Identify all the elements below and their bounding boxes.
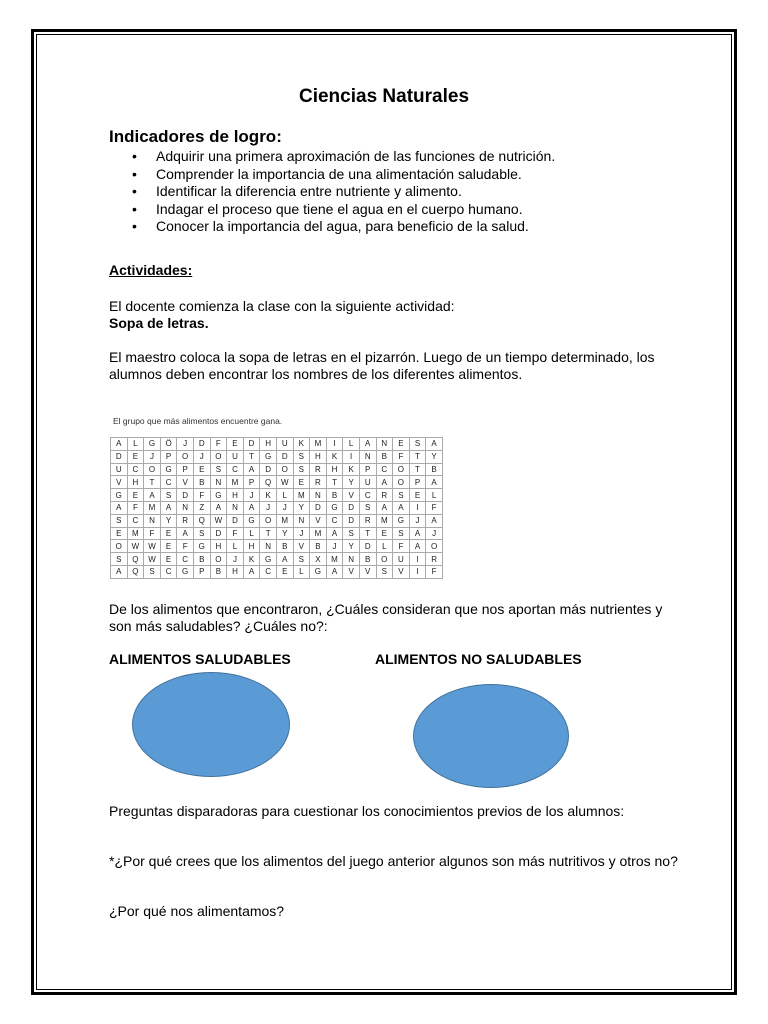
wordsearch-cell: A [426,438,443,451]
wordsearch-cell: H [326,463,343,476]
wordsearch-cell: R [310,463,327,476]
list-item: • Comprender la importancia de una alimentación saludable. [132,166,555,184]
wordsearch-cell: G [260,450,277,463]
wordsearch-cell: C [127,514,144,527]
wordsearch-cell: N [310,489,327,502]
wordsearch-cell: B [359,553,376,566]
wordsearch-cell: C [227,463,244,476]
wordsearch-row [111,540,443,553]
wordsearch-cell: R [310,476,327,489]
wordsearch-cell: L [293,565,310,578]
wordsearch-cell: G [160,463,177,476]
wordsearch-cell: A [359,438,376,451]
wordsearch-cell: O [177,450,194,463]
wordsearch-cell: N [260,540,277,553]
wordsearch-cell: V [343,489,360,502]
wordsearch-cell: A [210,501,227,514]
wordsearch-cell: S [409,438,426,451]
wordsearch-cell: C [376,463,393,476]
wordsearch-cell: G [393,514,410,527]
wordsearch-cell: J [243,489,260,502]
wordsearch-cell: A [393,501,410,514]
wordsearch-cell: E [111,527,128,540]
wordsearch-cell: D [343,501,360,514]
wordsearch-cell: B [276,540,293,553]
wordsearch-cell: S [293,553,310,566]
wordsearch-cell: J [293,527,310,540]
wordsearch-cell: A [376,501,393,514]
wordsearch-cell: D [243,438,260,451]
healthy-foods-heading: ALIMENTOS SALUDABLES [109,651,291,667]
wordsearch-cell: F [426,501,443,514]
activity-name: Sopa de letras. [109,315,209,331]
page-title: Ciencias Naturales [298,86,470,107]
wordsearch-cell: D [359,540,376,553]
wordsearch-cell: D [227,514,244,527]
wordsearch-cell: S [393,489,410,502]
wordsearch-cell: B [426,463,443,476]
wordsearch-cell: H [210,540,227,553]
wordsearch-cell: H [127,476,144,489]
wordsearch-cell: M [227,476,244,489]
wordsearch-cell: C [326,514,343,527]
wordsearch-cell: N [359,450,376,463]
wordsearch-cell: F [193,489,210,502]
wordsearch-cell: F [127,501,144,514]
wordsearch-cell: T [260,527,277,540]
unhealthy-foods-heading: ALIMENTOS NO SALUDABLES [375,651,582,667]
wordsearch-cell: T [326,476,343,489]
wordsearch-cell: M [127,527,144,540]
wordsearch-cell: Q [127,565,144,578]
wordsearch-cell: A [276,553,293,566]
wordsearch-cell: B [193,553,210,566]
wordsearch-cell: K [260,489,277,502]
wordsearch-cell: E [276,565,293,578]
wordsearch-cell: G [144,438,161,451]
wordsearch-cell: S [111,514,128,527]
wordsearch-cell: C [160,565,177,578]
wordsearch-cell: L [376,540,393,553]
wordsearch-cell: I [409,565,426,578]
wordsearch-cell: W [144,540,161,553]
wordsearch-cell: J [177,438,194,451]
wordsearch-cell: L [243,527,260,540]
wordsearch-cell: S [393,527,410,540]
wordsearch-cell: N [227,501,244,514]
wordsearch-cell: E [127,489,144,502]
wordsearch-cell: K [293,438,310,451]
wordsearch-cell: V [177,476,194,489]
wordsearch-cell: A [243,463,260,476]
wordsearch-cell: A [409,540,426,553]
wordsearch-cell: K [243,553,260,566]
wordsearch-cell: T [144,476,161,489]
wordsearch-cell: K [343,463,360,476]
wordsearch-cell: A [243,501,260,514]
wordsearch-cell: W [127,540,144,553]
wordsearch-cell: J [193,450,210,463]
wordsearch-cell: W [276,476,293,489]
wordsearch-cell: R [376,489,393,502]
wordsearch-cell: L [227,540,244,553]
wordsearch-cell: L [127,438,144,451]
wordsearch-cell: V [359,565,376,578]
wordsearch-cell: V [111,476,128,489]
wordsearch-cell: X [310,553,327,566]
wordsearch-cell: A [243,565,260,578]
wordsearch-cell: E [376,527,393,540]
wordsearch-cell: P [177,463,194,476]
wordsearch-cell: I [409,501,426,514]
wordsearch-cell: M [293,489,310,502]
wordsearch-cell: E [193,463,210,476]
wordsearch-cell: G [193,540,210,553]
wordsearch-cell: D [177,489,194,502]
wordsearch-cell: T [359,527,376,540]
wordsearch-cell: O [144,463,161,476]
wordsearch-cell: O [111,540,128,553]
wordsearch-cell: H [227,489,244,502]
list-item: • Conocer la importancia del agua, para beneficio de la salud. [132,218,555,236]
wordsearch-cell: M [376,514,393,527]
wordsearch-cell: S [359,501,376,514]
wordsearch-cell: Ö [160,438,177,451]
wordsearch-cell: U [276,438,293,451]
wordsearch-cell: F [426,565,443,578]
wordsearch-cell: U [359,476,376,489]
wordsearch-cell: A [409,527,426,540]
wordsearch-cell: A [144,489,161,502]
wordsearch-cell: U [227,450,244,463]
wordsearch-cell: A [426,476,443,489]
wordsearch-cell: V [293,540,310,553]
trigger-question-1: *¿Por qué crees que los alimentos del juego anterior algunos son más nutritivos y otros no? [109,853,678,869]
wordsearch-cell: O [210,553,227,566]
wordsearch-cell: Y [293,501,310,514]
wordsearch-cell: E [160,527,177,540]
wordsearch-cell: T [243,450,260,463]
wordsearch-row [111,463,443,476]
wordsearch-cell: O [393,463,410,476]
activity-intro: El docente comienza la clase con la siguiente actividad: [109,298,455,314]
wordsearch-cell: M [310,438,327,451]
wordsearch-cell: R [177,514,194,527]
wordsearch-cell: Q [260,476,277,489]
wordsearch-cell: V [343,565,360,578]
wordsearch-row [111,438,443,451]
wordsearch-cell: N [177,501,194,514]
wordsearch-cell: V [393,565,410,578]
wordsearch-cell: G [177,565,194,578]
wordsearch-cell: D [310,501,327,514]
wordsearch-cell: F [227,527,244,540]
wordsearch-cell: S [293,463,310,476]
question-intro: De los alimentos que encontraron, ¿Cuáles consideran que nos aportan más nutrientes y son más saludables? ¿Cuáles no?: [109,601,663,634]
wordsearch-cell: S [293,450,310,463]
wordsearch-cell: D [111,450,128,463]
wordsearch-cell: T [409,463,426,476]
wordsearch-cell: E [160,540,177,553]
healthy-foods-oval [132,672,290,777]
list-item: • Indagar el proceso que tiene el agua en el cuerpo humano. [132,201,555,219]
wordsearch-cell: A [111,438,128,451]
list-item: • Identificar la diferencia entre nutriente y alimento. [132,183,555,201]
wordsearch-cell: J [227,553,244,566]
wordsearch-cell: F [177,540,194,553]
wordsearch-cell: N [343,553,360,566]
unhealthy-foods-oval [413,684,569,788]
wordsearch-cell: E [160,553,177,566]
wordsearch-cell: D [193,438,210,451]
wordsearch-cell: J [326,540,343,553]
wordsearch-cell: G [326,501,343,514]
wordsearch-cell: E [409,489,426,502]
wordsearch-cell: C [127,463,144,476]
wordsearch-cell: E [127,450,144,463]
wordsearch-cell: O [210,450,227,463]
wordsearch-row [111,514,443,527]
wordsearch-cell: F [393,540,410,553]
wordsearch-cell: G [111,489,128,502]
wordsearch-cell: L [426,489,443,502]
wordsearch-cell: S [343,527,360,540]
wordsearch-cell: M [326,553,343,566]
wordsearch-cell: O [260,514,277,527]
wordsearch-cell: J [276,501,293,514]
indicators-list [132,148,555,236]
wordsearch-cell: Q [127,553,144,566]
wordsearch-cell: I [343,450,360,463]
wordsearch-row [111,489,443,502]
wordsearch-cell: J [426,527,443,540]
wordsearch-cell: A [111,501,128,514]
wordsearch-cell: O [393,476,410,489]
wordsearch-cell: E [227,438,244,451]
wordsearch-cell: J [260,501,277,514]
wordsearch-cell: D [343,514,360,527]
wordsearch-cell: L [343,438,360,451]
wordsearch-cell: H [243,540,260,553]
wordsearch-cell: O [276,463,293,476]
wordsearch-cell: A [111,565,128,578]
wordsearch-cell: P [243,476,260,489]
wordsearch-grid [110,437,443,579]
wordsearch-cell: N [210,476,227,489]
wordsearch-cell: F [210,438,227,451]
wordsearch-row [111,476,443,489]
wordsearch-cell: P [193,565,210,578]
wordsearch-cell: M [276,514,293,527]
wordsearch-cell: F [144,527,161,540]
wordsearch-cell: B [210,565,227,578]
wordsearch-cell: K [326,450,343,463]
wordsearch-cell: Y [343,540,360,553]
wordsearch-cell: P [160,450,177,463]
wordsearch-cell: Z [193,501,210,514]
wordsearch-cell: B [193,476,210,489]
wordsearch-cell: T [409,450,426,463]
wordsearch-cell: C [260,565,277,578]
wordsearch-cell: G [210,489,227,502]
wordsearch-cell: N [376,438,393,451]
wordsearch-cell: W [144,553,161,566]
wordsearch-cell: S [144,565,161,578]
wordsearch-cell: M [310,527,327,540]
wordsearch-cell: G [310,565,327,578]
wordsearch-cell: Y [160,514,177,527]
wordsearch-cell: G [243,514,260,527]
wordsearch-cell: A [326,527,343,540]
wordsearch-cell: R [426,553,443,566]
wordsearch-cell: U [393,553,410,566]
wordsearch-cell: A [160,501,177,514]
wordsearch-caption: El grupo que más alimentos encuentre gana. [113,416,283,426]
list-item: • Adquirir una primera aproximación de las funciones de nutrición. [132,148,555,166]
wordsearch-cell: D [276,450,293,463]
wordsearch-cell: B [310,540,327,553]
wordsearch-cell: S [193,527,210,540]
wordsearch-row [111,501,443,514]
wordsearch-cell: Y [276,527,293,540]
wordsearch-cell: B [326,489,343,502]
activities-heading: Actividades: [109,262,193,278]
wordsearch-row [111,450,443,463]
wordsearch-cell: D [260,463,277,476]
wordsearch-cell: Y [343,476,360,489]
wordsearch-cell: G [260,553,277,566]
wordsearch-cell: Y [426,450,443,463]
wordsearch-cell: C [160,476,177,489]
trigger-question-2: ¿Por qué nos alimentamos? [109,903,285,919]
wordsearch-cell: E [293,476,310,489]
wordsearch-row [111,527,443,540]
wordsearch-cell: W [210,514,227,527]
wordsearch-row [111,553,443,566]
wordsearch-cell: I [409,553,426,566]
wordsearch-cell: H [260,438,277,451]
wordsearch-row [111,565,443,578]
wordsearch-cell: A [376,476,393,489]
wordsearch-cell: U [111,463,128,476]
wordsearch-cell: B [376,450,393,463]
wordsearch-cell: L [276,489,293,502]
activity-description: El maestro coloca la sopa de letras en el pizarrón. Luego de un tiempo determinado, los alumnos deben encontrar los nombres de los diferentes alimentos. [109,349,655,382]
wordsearch-cell: A [426,514,443,527]
wordsearch-cell: V [310,514,327,527]
wordsearch-cell: S [111,553,128,566]
wordsearch-cell: N [293,514,310,527]
wordsearch-cell: E [393,438,410,451]
wordsearch-cell: N [144,514,161,527]
trigger-questions-intro: Preguntas disparadoras para cuestionar los conocimientos previos de los alumnos: [109,803,625,819]
wordsearch-cell: F [393,450,410,463]
wordsearch-cell: A [177,527,194,540]
wordsearch-cell: J [409,514,426,527]
wordsearch-cell: O [426,540,443,553]
wordsearch-cell: S [160,489,177,502]
wordsearch-cell: J [144,450,161,463]
wordsearch-cell: P [409,476,426,489]
wordsearch-cell: Q [193,514,210,527]
wordsearch-cell: H [310,450,327,463]
wordsearch-cell: C [177,553,194,566]
wordsearch-cell: H [227,565,244,578]
wordsearch-cell: S [376,565,393,578]
wordsearch-cell: R [359,514,376,527]
wordsearch-cell: M [144,501,161,514]
wordsearch-cell: S [210,463,227,476]
wordsearch-cell: C [359,489,376,502]
indicators-heading: Indicadores de logro: [109,127,282,146]
wordsearch-cell: P [359,463,376,476]
wordsearch-cell: I [326,438,343,451]
wordsearch-cell: D [210,527,227,540]
wordsearch-cell: O [376,553,393,566]
wordsearch-cell: A [326,565,343,578]
